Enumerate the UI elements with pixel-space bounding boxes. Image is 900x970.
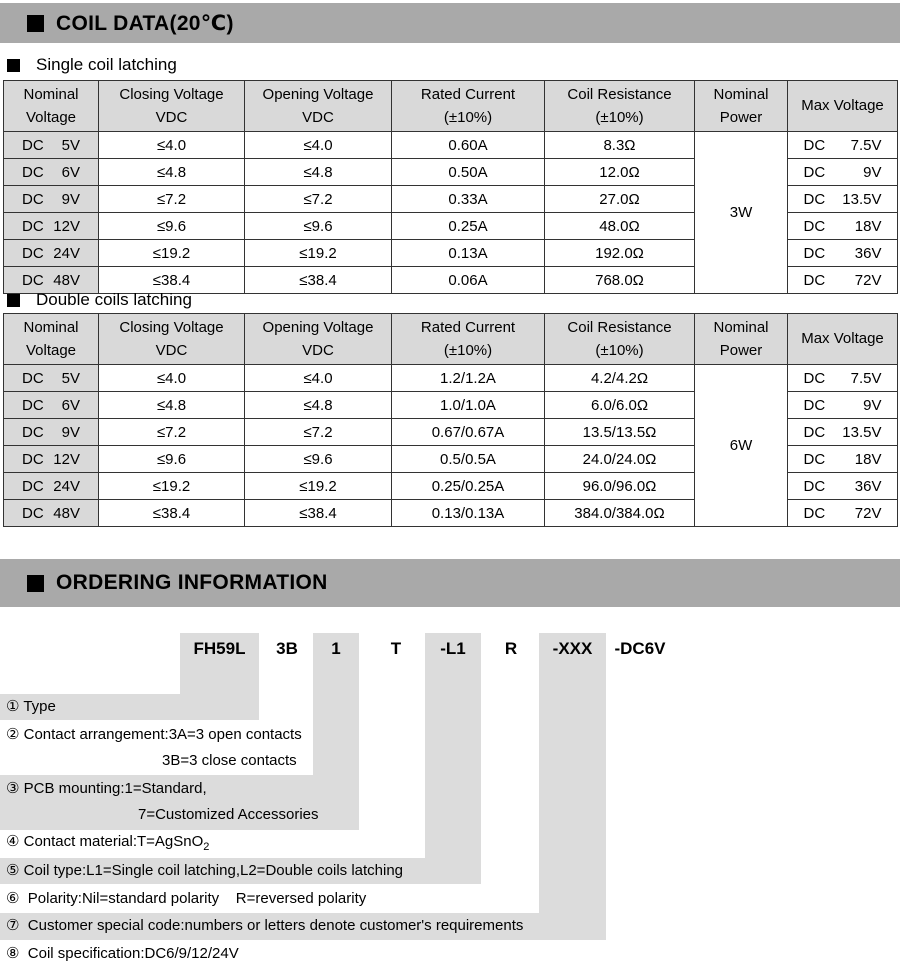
table-cell: 384.0/384.0Ω xyxy=(545,500,695,527)
table-header-row xyxy=(4,81,898,132)
subtitle-single-coil xyxy=(0,55,500,75)
ordering-line-text: ④ Contact material:T=AgSnO xyxy=(6,833,204,850)
double-coils-table xyxy=(3,313,898,527)
table-cell: ≤7.2 xyxy=(245,419,392,446)
subtitle-double-coils xyxy=(0,290,500,310)
table-cell: ≤9.6 xyxy=(245,446,392,473)
table-cell: ≤4.0 xyxy=(245,365,392,392)
ordering-line-special-code xyxy=(6,916,523,936)
ordering-line-text: 3B=3 close contacts xyxy=(162,752,297,769)
code-coil-spec: -DC6V xyxy=(614,639,666,658)
table-cell: DC 36V xyxy=(788,240,898,267)
ordering-information-title: ORDERING INFORMATION xyxy=(56,571,328,594)
table-cell: 24.0/24.0Ω xyxy=(545,446,695,473)
table-cell: 0.33A xyxy=(392,186,545,213)
table-cell: DC 13.5V xyxy=(788,186,898,213)
double-coils-table-wrapper xyxy=(3,313,898,527)
table-cell: ≤38.4 xyxy=(245,500,392,527)
ordering-line-contact-material xyxy=(6,832,209,857)
header-rated-current: Rated Current (±10%) xyxy=(392,314,545,365)
table-cell: DC 9V xyxy=(788,392,898,419)
table-cell: DC 6V xyxy=(4,159,99,186)
table-cell: DC 6V xyxy=(4,392,99,419)
table-cell: 0.13/0.13A xyxy=(392,500,545,527)
table-cell: DC 48V xyxy=(4,500,99,527)
header-closing-voltage: Closing Voltage VDC xyxy=(99,81,245,132)
code-pcb-mounting: 1 xyxy=(331,639,341,658)
table-cell: 0.5/0.5A xyxy=(392,446,545,473)
ordering-line-pcb-mounting-2 xyxy=(138,805,319,825)
table-cell: DC 7.5V xyxy=(788,365,898,392)
code-contact-material: T xyxy=(390,639,402,658)
ordering-line-coil-spec xyxy=(6,944,239,964)
table-cell: DC 18V xyxy=(788,213,898,240)
header-nominal-power: Nominal Power xyxy=(695,314,788,365)
subsection-square-icon xyxy=(7,294,20,307)
table-cell: 27.0Ω xyxy=(545,186,695,213)
table-cell: 0.06A xyxy=(392,267,545,294)
single-coil-table-wrapper xyxy=(3,80,898,294)
table-cell: DC 72V xyxy=(788,500,898,527)
header-nominal-voltage: Nominal Voltage xyxy=(4,81,99,132)
table-row xyxy=(4,132,898,159)
table-cell: DC 9V xyxy=(788,159,898,186)
table-cell: ≤7.2 xyxy=(245,186,392,213)
header-opening-voltage: Opening Voltage VDC xyxy=(245,81,392,132)
coil-data-banner xyxy=(0,3,900,43)
table-cell: ≤9.6 xyxy=(245,213,392,240)
table-cell: DC 12V xyxy=(4,446,99,473)
code-special-code: -XXX xyxy=(552,639,593,658)
subscript: 2 xyxy=(203,841,210,853)
table-cell: DC 72V xyxy=(788,267,898,294)
table-cell: ≤4.8 xyxy=(245,392,392,419)
table-header-row xyxy=(4,314,898,365)
table-cell: ≤7.2 xyxy=(99,419,245,446)
ordering-line-coil-type xyxy=(6,861,403,881)
ordering-line-text: ① Type xyxy=(6,698,56,715)
ordering-line-text: ⑧ Coil specification:DC6/9/12/24V xyxy=(6,945,239,962)
table-cell: 0.13A xyxy=(392,240,545,267)
table-cell: 0.25A xyxy=(392,213,545,240)
nominal-power-merged-cell: 6W xyxy=(695,365,788,527)
table-cell: DC 9V xyxy=(4,186,99,213)
table-cell: ≤4.0 xyxy=(99,132,245,159)
table-cell: DC 24V xyxy=(4,473,99,500)
table-cell: DC 24V xyxy=(4,240,99,267)
subsection-square-icon xyxy=(7,59,20,72)
header-max-voltage: Max Voltage xyxy=(788,314,898,365)
table-cell: 1.0/1.0A xyxy=(392,392,545,419)
ordering-line-polarity xyxy=(6,889,366,909)
table-cell: 48.0Ω xyxy=(545,213,695,240)
table-cell: ≤38.4 xyxy=(99,267,245,294)
code-column-highlight-special-code xyxy=(539,633,606,940)
table-cell: ≤19.2 xyxy=(245,240,392,267)
table-cell: DC 48V xyxy=(4,267,99,294)
subtitle-single-coil-label: Single coil latching xyxy=(36,55,177,74)
table-cell: 8.3Ω xyxy=(545,132,695,159)
table-cell: 192.0Ω xyxy=(545,240,695,267)
table-cell: DC 9V xyxy=(4,419,99,446)
header-coil-resistance: Coil Resistance (±10%) xyxy=(545,81,695,132)
table-cell: ≤19.2 xyxy=(99,473,245,500)
table-cell: DC 36V xyxy=(788,473,898,500)
table-cell: DC 7.5V xyxy=(788,132,898,159)
header-nominal-voltage: Nominal Voltage xyxy=(4,314,99,365)
coil-data-title: COIL DATA(20℃) xyxy=(56,11,234,35)
subtitle-double-coils-label: Double coils latching xyxy=(36,290,192,309)
table-cell: ≤4.8 xyxy=(245,159,392,186)
table-cell: 768.0Ω xyxy=(545,267,695,294)
table-cell: ≤38.4 xyxy=(245,267,392,294)
table-cell: ≤9.6 xyxy=(99,213,245,240)
table-cell: ≤4.0 xyxy=(245,132,392,159)
ordering-line-type xyxy=(6,697,56,717)
table-cell: 13.5/13.5Ω xyxy=(545,419,695,446)
code-polarity: R xyxy=(504,639,518,658)
header-rated-current: Rated Current (±10%) xyxy=(392,81,545,132)
table-cell: DC 5V xyxy=(4,365,99,392)
code-column-highlight-coil-type xyxy=(425,633,481,884)
table-cell: ≤9.6 xyxy=(99,446,245,473)
table-cell: DC 18V xyxy=(788,446,898,473)
table-cell: ≤19.2 xyxy=(99,240,245,267)
table-cell: ≤4.0 xyxy=(99,365,245,392)
table-cell: ≤4.8 xyxy=(99,392,245,419)
ordering-line-pcb-mounting xyxy=(6,779,207,799)
table-cell: ≤38.4 xyxy=(99,500,245,527)
table-cell: 6.0/6.0Ω xyxy=(545,392,695,419)
ordering-line-text: ⑥ Polarity:Nil=standard polarity R=reversed polarity xyxy=(6,890,367,907)
code-type: FH59L xyxy=(193,639,246,658)
table-cell: 0.60A xyxy=(392,132,545,159)
table-cell: 12.0Ω xyxy=(545,159,695,186)
table-cell: DC 13.5V xyxy=(788,419,898,446)
table-cell: 0.67/0.67A xyxy=(392,419,545,446)
header-max-voltage: Max Voltage xyxy=(788,81,898,132)
table-cell: ≤4.8 xyxy=(99,159,245,186)
table-cell: ≤7.2 xyxy=(99,186,245,213)
table-cell: 1.2/1.2A xyxy=(392,365,545,392)
table-cell: DC 5V xyxy=(4,132,99,159)
ordering-line-text: ⑦ Customer special code:numbers or letters denote customer's requirements xyxy=(6,917,524,934)
ordering-line-text: 7=Customized Accessories xyxy=(138,806,319,823)
ordering-line-text: ② Contact arrangement:3A=3 open contacts xyxy=(6,726,302,743)
ordering-line-contact-arrangement xyxy=(6,725,302,745)
ordering-line-text: ⑤ Coil type:L1=Single coil latching,L2=Double coils latching xyxy=(6,862,404,879)
table-cell: 0.25/0.25A xyxy=(392,473,545,500)
code-coil-type: -L1 xyxy=(440,639,466,658)
code-contact-arrangement: 3B xyxy=(276,639,298,658)
header-coil-resistance: Coil Resistance (±10%) xyxy=(545,314,695,365)
table-cell: ≤19.2 xyxy=(245,473,392,500)
ordering-line-text: ③ PCB mounting:1=Standard, xyxy=(6,780,207,797)
table-cell: 4.2/4.2Ω xyxy=(545,365,695,392)
table-row xyxy=(4,365,898,392)
header-nominal-power: Nominal Power xyxy=(695,81,788,132)
table-cell: 0.50A xyxy=(392,159,545,186)
table-cell: 96.0/96.0Ω xyxy=(545,473,695,500)
header-opening-voltage: Opening Voltage VDC xyxy=(245,314,392,365)
ordering-information-banner xyxy=(0,559,900,607)
section-square-icon xyxy=(27,575,44,592)
section-square-icon xyxy=(27,15,44,32)
nominal-power-merged-cell: 3W xyxy=(695,132,788,294)
header-closing-voltage: Closing Voltage VDC xyxy=(99,314,245,365)
table-cell: DC 12V xyxy=(4,213,99,240)
ordering-line-contact-arrangement-2 xyxy=(162,751,297,771)
single-coil-table xyxy=(3,80,898,294)
